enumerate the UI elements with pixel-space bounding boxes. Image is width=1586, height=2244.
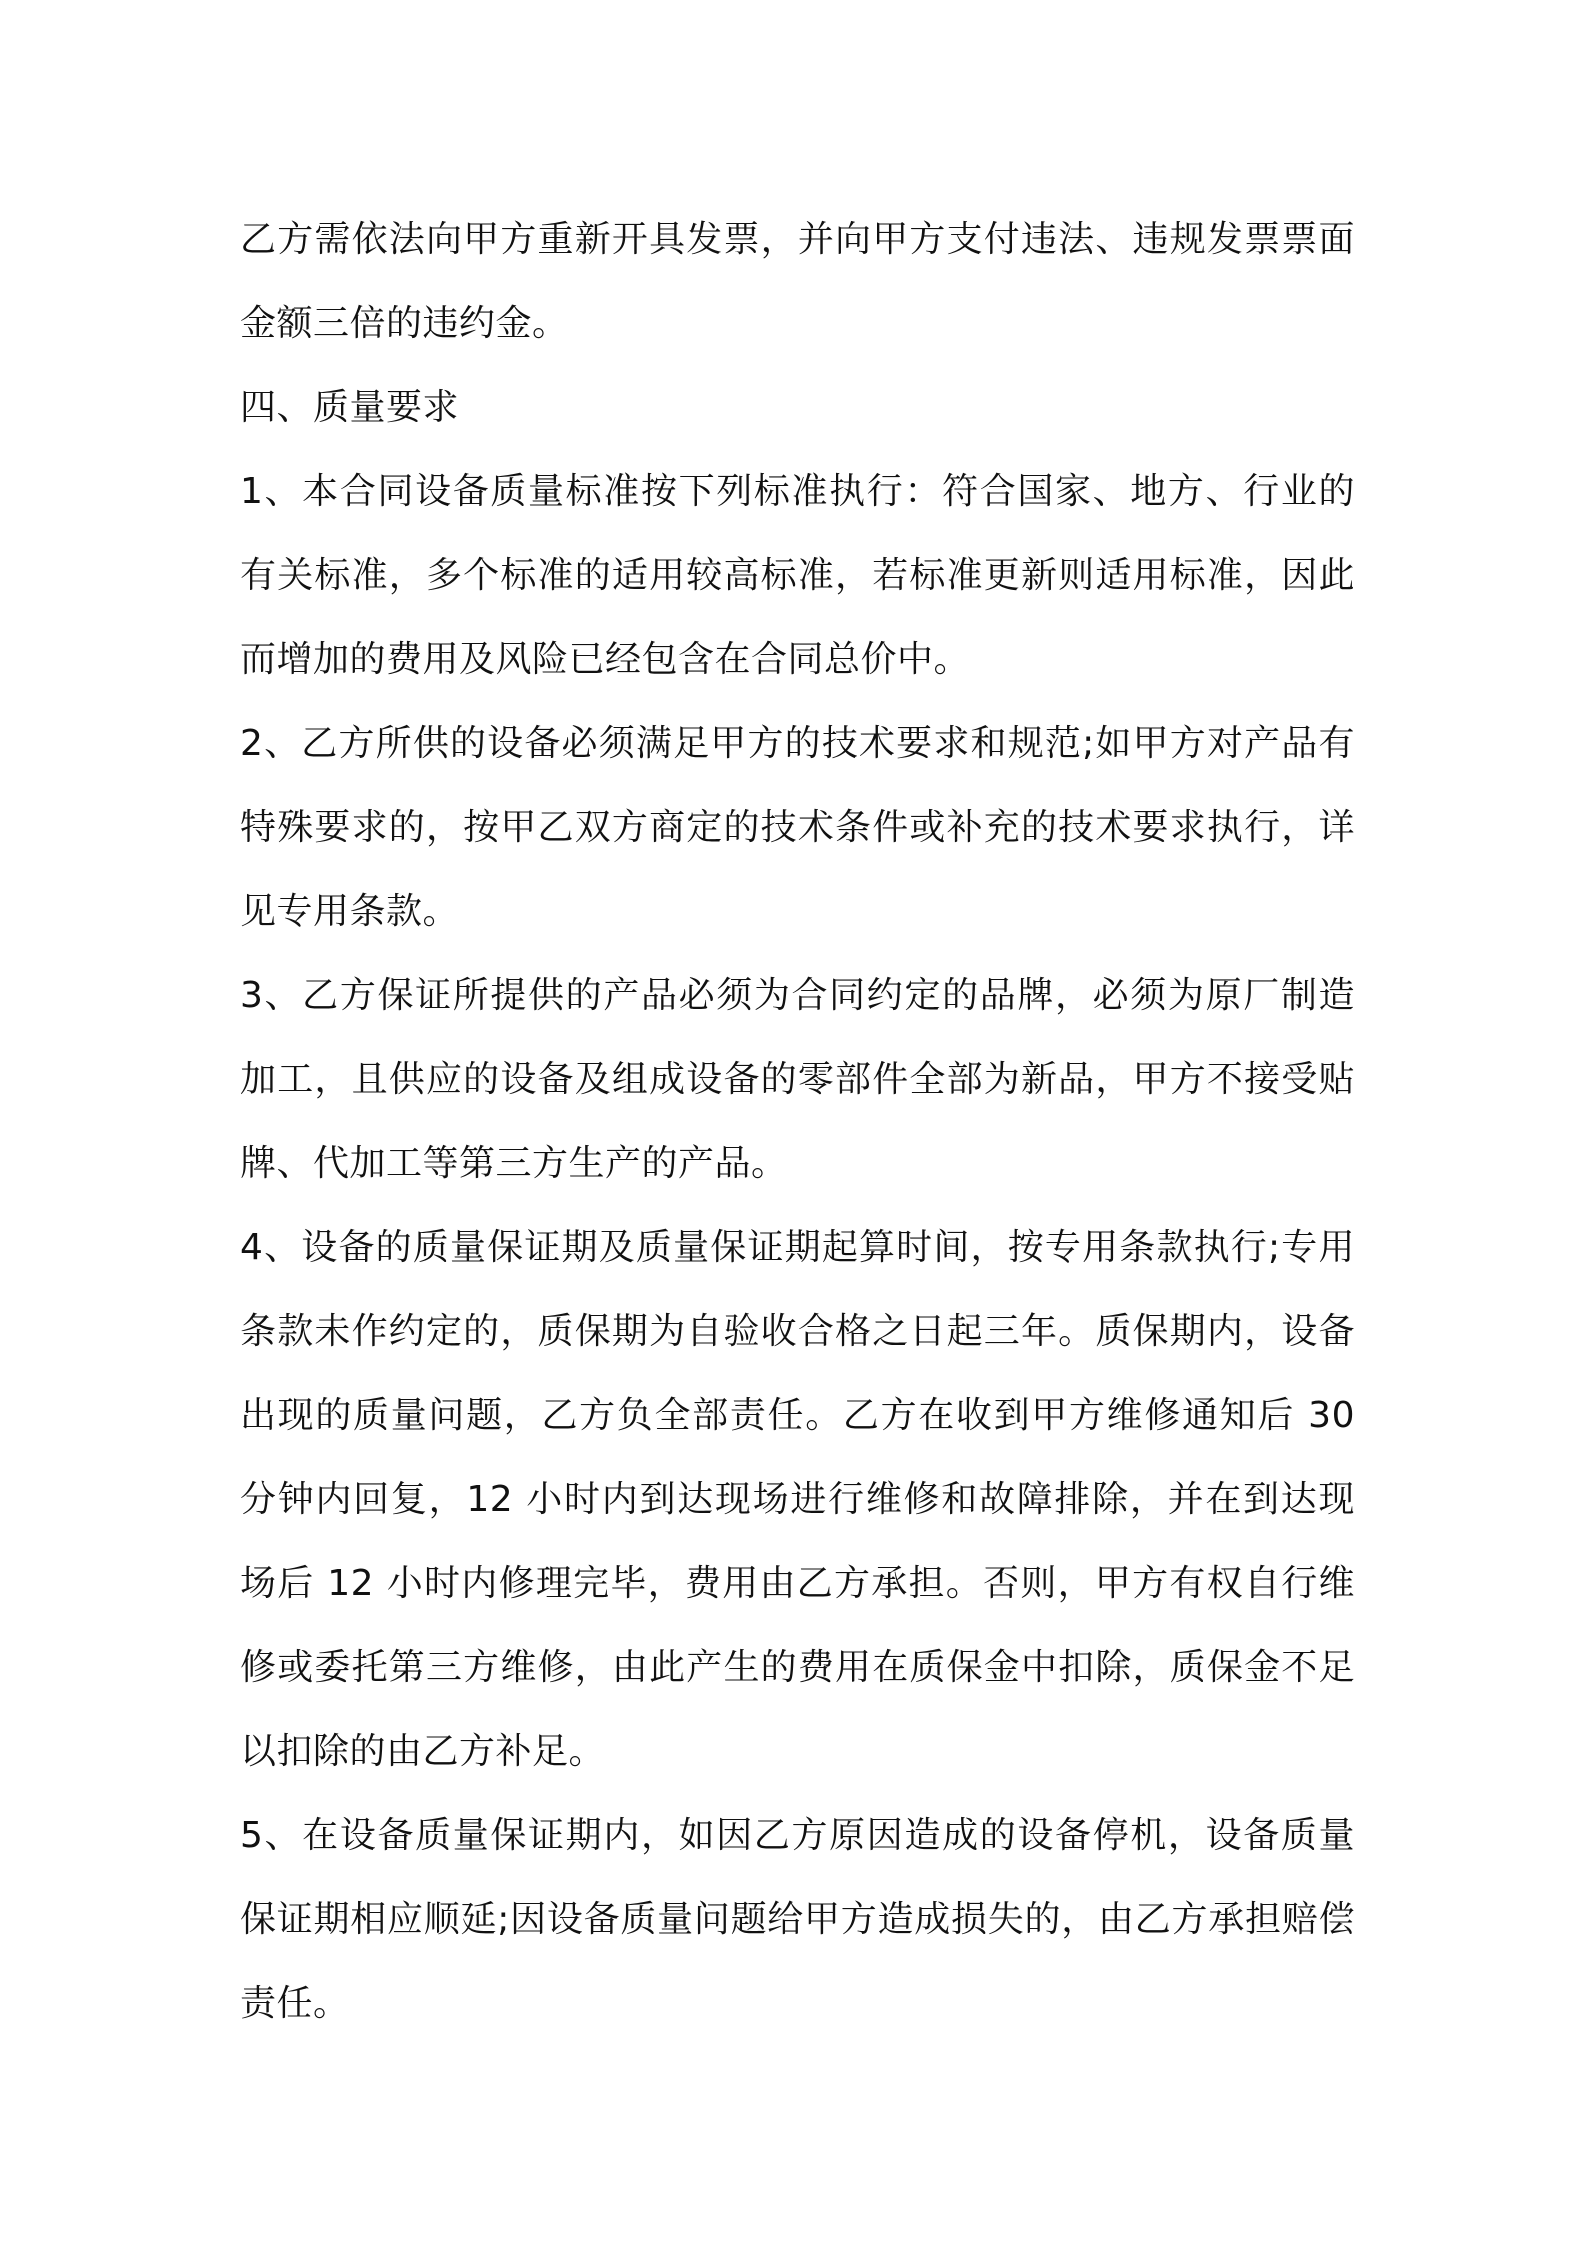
paragraph-clause-4: 4、设备的质量保证期及质量保证期起算时间，按专用条款执行;专用条款未作约定的，质保期为自验收合格之日起三年。质保期内，设备出现的质量问题，乙方负全部责任。乙方在收到甲方维修通知后 30 分钟内回复，12 小时内到达现场进行维修和故障排除，并在到达现场后 12 小时内修理完毕，费用由乙方承担。否则，甲方有权自行维修或委托第三方维修，由此产生的费用在质保金中扣除，质保金不足以扣除的由乙方补足。 xyxy=(240,1227,1355,1772)
section-heading-quality-requirements: 四、质量要求 xyxy=(240,387,460,428)
paragraph-clause-3: 3、乙方保证所提供的产品必须为合同约定的品牌，必须为原厂制造加工，且供应的设备及组成设备的零部件全部为新品，甲方不接受贴牌、代加工等第三方生产的产品。 xyxy=(240,975,1355,1184)
document-body xyxy=(240,198,1355,2046)
paragraph-clause-1: 1、本合同设备质量标准按下列标准执行：符合国家、地方、行业的有关标准，多个标准的适用较高标准，若标准更新则适用标准，因此而增加的费用及风险已经包含在合同总价中。 xyxy=(240,471,1355,680)
paragraph-clause-2: 2、乙方所供的设备必须满足甲方的技术要求和规范;如甲方对产品有特殊要求的，按甲乙双方商定的技术条件或补充的技术要求执行，详见专用条款。 xyxy=(240,723,1355,932)
paragraph-invoice-penalty: 乙方需依法向甲方重新开具发票，并向甲方支付违法、违规发票票面金额三倍的违约金。 xyxy=(240,219,1355,344)
paragraph-clause-5: 5、在设备质量保证期内，如因乙方原因造成的设备停机，设备质量保证期相应顺延;因设备质量问题给甲方造成损失的，由乙方承担赔偿责任。 xyxy=(240,1815,1355,2024)
